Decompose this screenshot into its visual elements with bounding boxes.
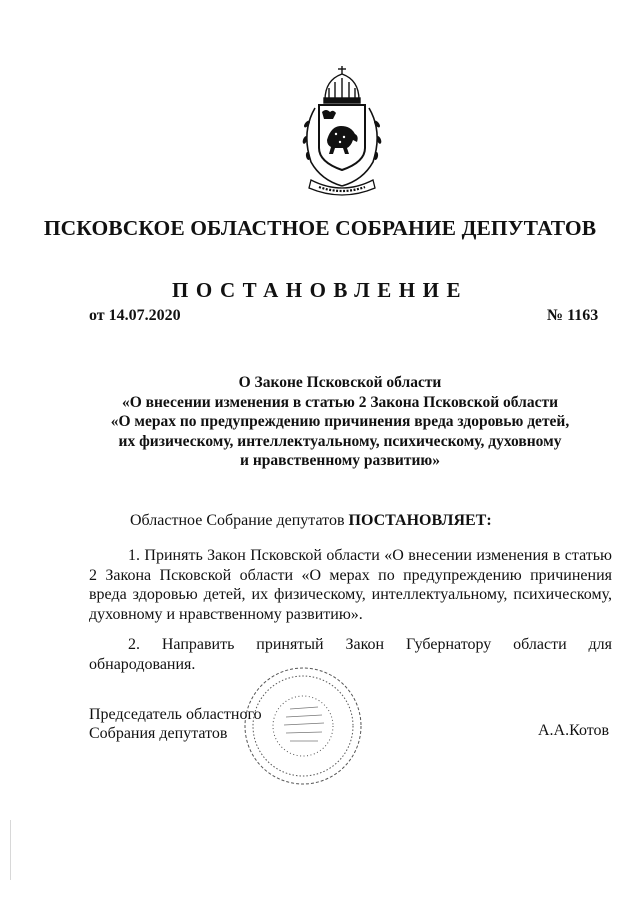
document-date: от 14.07.2020 [89,307,181,324]
signatory-position-line: Собрания депутатов [89,725,228,742]
scan-margin-line [10,820,11,880]
signatory-name: А.А.Котов [538,722,610,739]
signatory-position-line: Председатель областного [89,706,262,723]
preamble-text: Областное Собрание депутатов [130,512,349,529]
organization-name: ПСКОВСКОЕ ОБЛАСТНОЕ СОБРАНИЕ ДЕПУТАТОВ [43,216,597,240]
subject-line: «О внесении изменения в статью 2 Закона Псковской области [121,393,559,411]
subject-line: О Законе Псковской области [238,374,442,391]
resolution-paragraph-2: 2. Направить принятый Закон Губернатору области для обнародования. [89,636,612,673]
subject-line: «О мерах по предупреждению причинения вреда здоровью детей, [110,413,570,430]
resolution-paragraph-1: 1. Принять Закон Псковской области «О внесении изменения в статью 2 Закона Псковской области «О мерах по предупреждению причинения вреда здоровью детей, их физическому, интеллектуальному, психическому, духовному и нравственному развитию». [89,547,612,623]
subject-line: их физическому, интеллектуальному, психическому, духовному [118,432,562,450]
preamble [130,512,492,530]
subject-line: и нравственному развитию» [240,452,440,469]
coat-of-arms-icon [289,62,395,198]
preamble-resolves: ПОСТАНОВЛЯЕТ: [348,512,492,529]
document-subject [60,373,620,471]
document-type: ПОСТАНОВЛЕНИЕ [172,278,468,302]
document-number: № 1163 [547,307,599,324]
signatory-position [89,705,262,743]
